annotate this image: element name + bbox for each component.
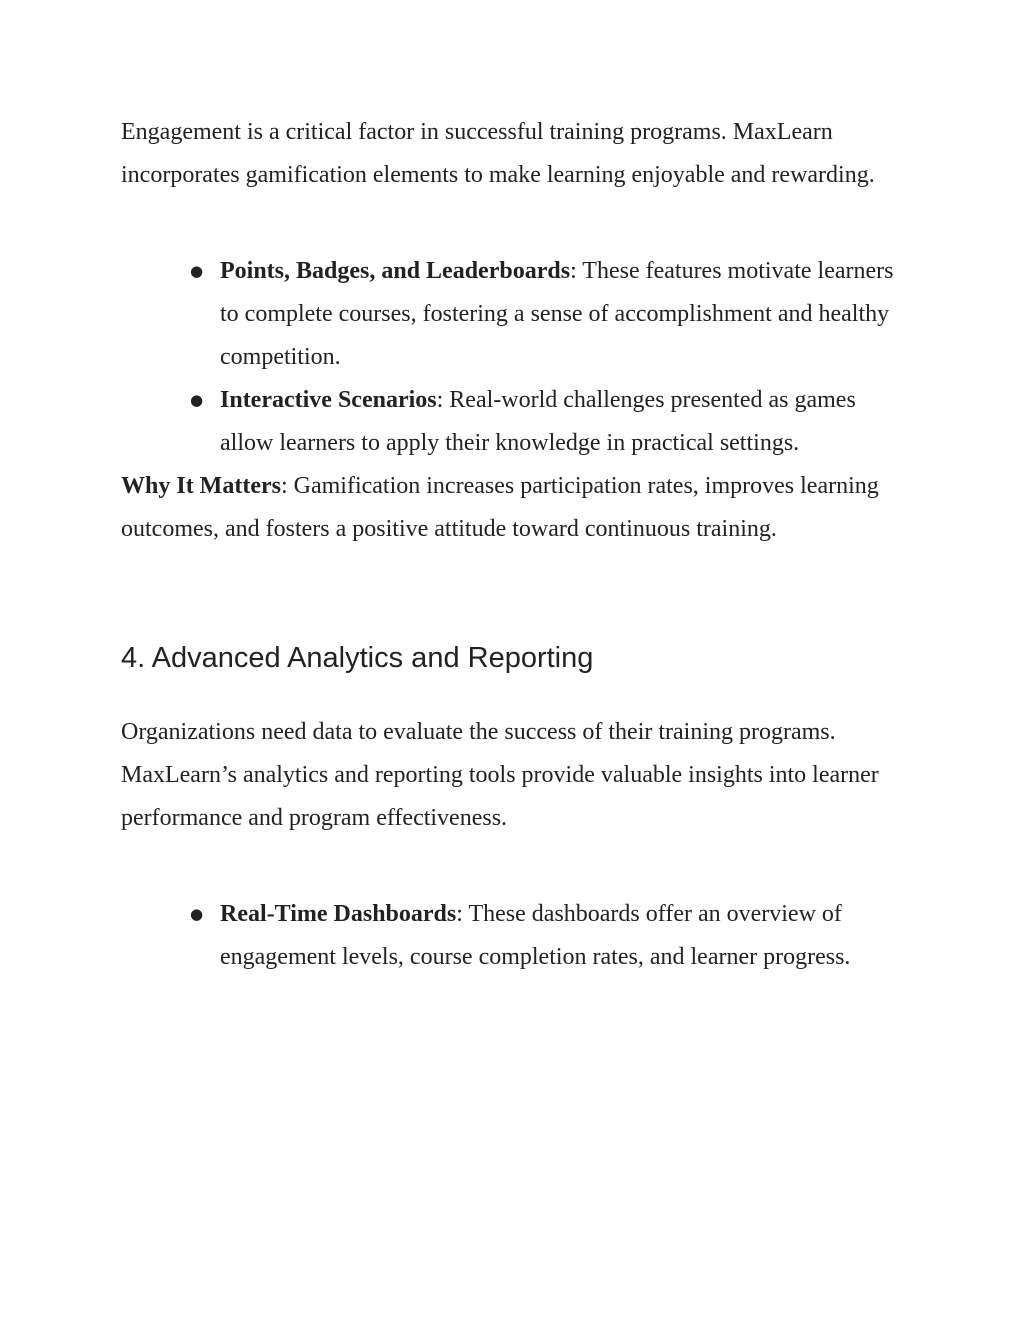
- bullet-term: Interactive Scenarios: [220, 387, 437, 413]
- why-it-matters-term: Why It Matters: [121, 473, 281, 499]
- bullet-term: Real-Time Dashboards: [220, 901, 457, 927]
- bullet-icon: ●: [190, 262, 204, 280]
- document-page: [121, 111, 911, 979]
- bullet-icon: ●: [190, 905, 204, 923]
- list-item: [190, 893, 911, 979]
- gamification-bullet-list: [121, 250, 911, 465]
- bullet-text: : These features motivate learners to complete courses, fostering a sense of accomplishment and healthy competition.: [220, 258, 894, 370]
- bullet-term: Points, Badges, and Leaderboards: [220, 258, 571, 284]
- bullet-icon: ●: [190, 391, 204, 409]
- analytics-bullet-list: [121, 893, 911, 979]
- list-item: [190, 379, 911, 465]
- bullet-text: : Real-world challenges presented as games allow learners to apply their knowledge in practical settings.: [220, 387, 856, 456]
- gamification-intro-paragraph: Engagement is a critical factor in successful training programs. MaxLearn incorporates gamification elements to make learning enjoyable and rewarding.: [121, 119, 875, 188]
- why-it-matters-text: : Gamification increases participation rates, improves learning outcomes, and fosters a positive attitude toward continuous training.: [121, 473, 879, 542]
- list-item: [190, 250, 911, 379]
- bullet-text: : These dashboards offer an overview of engagement levels, course completion rates, and learner progress.: [220, 901, 851, 970]
- analytics-intro-paragraph: Organizations need data to evaluate the success of their training programs. MaxLearn’s analytics and reporting tools provide valuable insights into learner performance and program effectiveness.: [121, 719, 879, 831]
- section-heading: 4. Advanced Analytics and Reporting: [121, 642, 594, 674]
- why-it-matters-paragraph: [121, 465, 911, 551]
